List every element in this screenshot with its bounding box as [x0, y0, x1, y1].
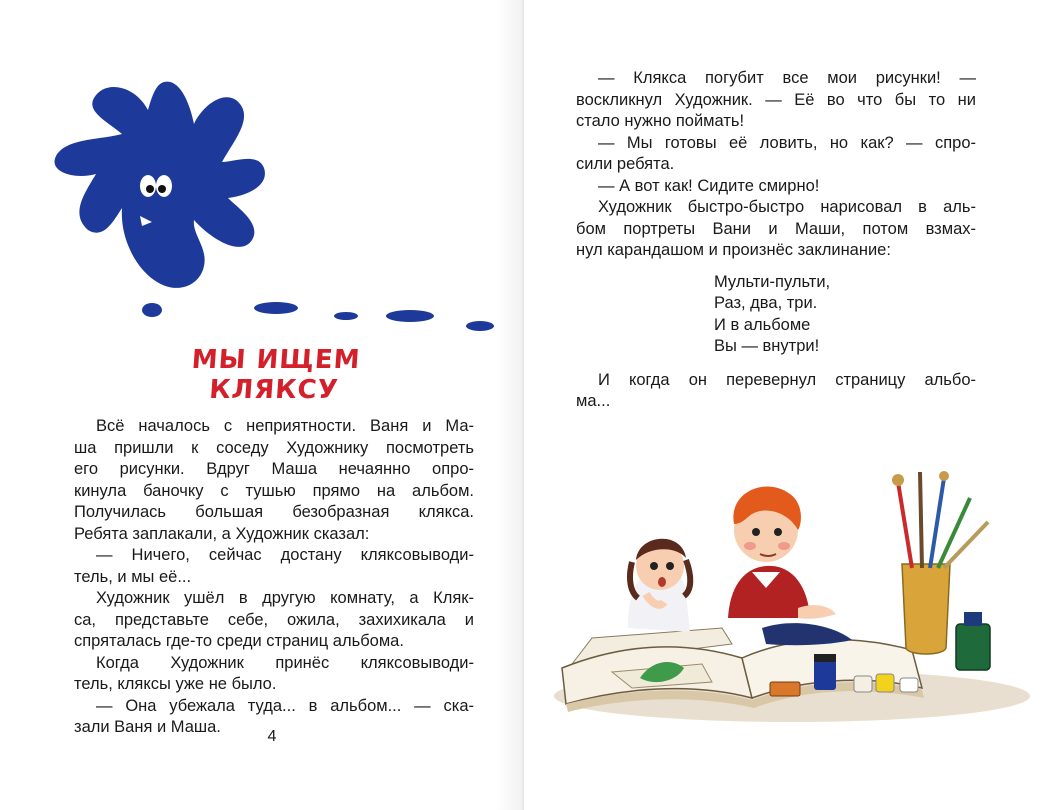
text-line: — Клякса погубит все мои рисунки! —: [598, 69, 976, 87]
text-line: — Мы готовы её ловить, но как? — спро-: [598, 133, 976, 152]
poem-line: Раз, два, три.: [714, 294, 818, 312]
text-line: Получилась большая безобразная клякса.: [74, 503, 474, 521]
right-page-text: [576, 68, 976, 413]
text-line: воскликнул Художник. — Её во что бы то ни: [576, 90, 976, 109]
text-line: Ребята заплакали, а Художник сказал:: [74, 524, 370, 543]
paragraph: [576, 68, 976, 133]
text-line: сили ребята.: [576, 155, 675, 173]
chapter-title-line-2: КЛЯКСУ: [208, 375, 340, 405]
left-page: [0, 0, 524, 810]
text-line: Художник ушёл в другую комнату, а Кляк-: [96, 589, 474, 607]
text-line: спряталась где-то среди страниц альбома.: [74, 632, 404, 650]
children-with-album-illustration-icon: [552, 468, 1032, 730]
paragraph: [74, 545, 474, 588]
text-line: — А вот как! Сидите смирно!: [598, 176, 820, 195]
ink-blot-character-icon: [30, 70, 510, 340]
poem-line: Мульти-пульти,: [714, 272, 831, 291]
poem-line: Вы — внутри!: [714, 337, 820, 355]
text-line: ша пришли к соседу Художнику посмотреть: [74, 438, 474, 457]
text-line: нул карандашом и произнёс заклинание:: [576, 241, 891, 259]
text-line: Когда Художник принёс кляксовыводи-: [96, 653, 474, 672]
text-line: тель, кляксы уже не было.: [74, 675, 277, 693]
paragraph: [576, 133, 976, 176]
text-line: тель, и мы её...: [74, 567, 192, 586]
text-line: са, представьте себе, ожила, захихикала и: [74, 610, 474, 629]
paragraph: [576, 197, 976, 262]
poem-line: И в альбоме: [714, 315, 811, 334]
text-line: Всё началось с неприятности. Ваня и Ма-: [96, 417, 474, 435]
text-line: зали Ваня и Маша.: [74, 718, 221, 736]
paragraph: [74, 588, 474, 653]
paragraph: [74, 653, 474, 696]
paragraph: [576, 176, 976, 198]
chapter-title: [188, 345, 362, 405]
text-line: Художник быстро-быстро нарисовал в аль-: [598, 198, 976, 216]
paragraph: [576, 370, 976, 413]
text-line: кинула баночку с тушью прямо на альбом.: [74, 481, 474, 500]
text-line: ма...: [576, 392, 611, 410]
poem: [714, 272, 976, 358]
paragraph: [74, 416, 474, 545]
text-line: — Ничего, сейчас достану кляксовыводи-: [96, 546, 474, 564]
text-line: бом портреты Вани и Маши, потом взмах-: [576, 219, 976, 238]
page-number: 4: [267, 728, 277, 745]
text-line: его рисунки. Вдруг Маша нечаянно опро-: [74, 460, 474, 478]
text-line: стало нужно поймать!: [576, 112, 745, 130]
chapter-title-line-1: МЫ ИЩЕМ: [190, 345, 362, 375]
text-line: И когда он перевернул страницу альбо-: [598, 370, 976, 389]
text-line: — Она убежала туда... в альбом... — ска-: [96, 696, 474, 715]
left-page-text: [74, 416, 474, 739]
